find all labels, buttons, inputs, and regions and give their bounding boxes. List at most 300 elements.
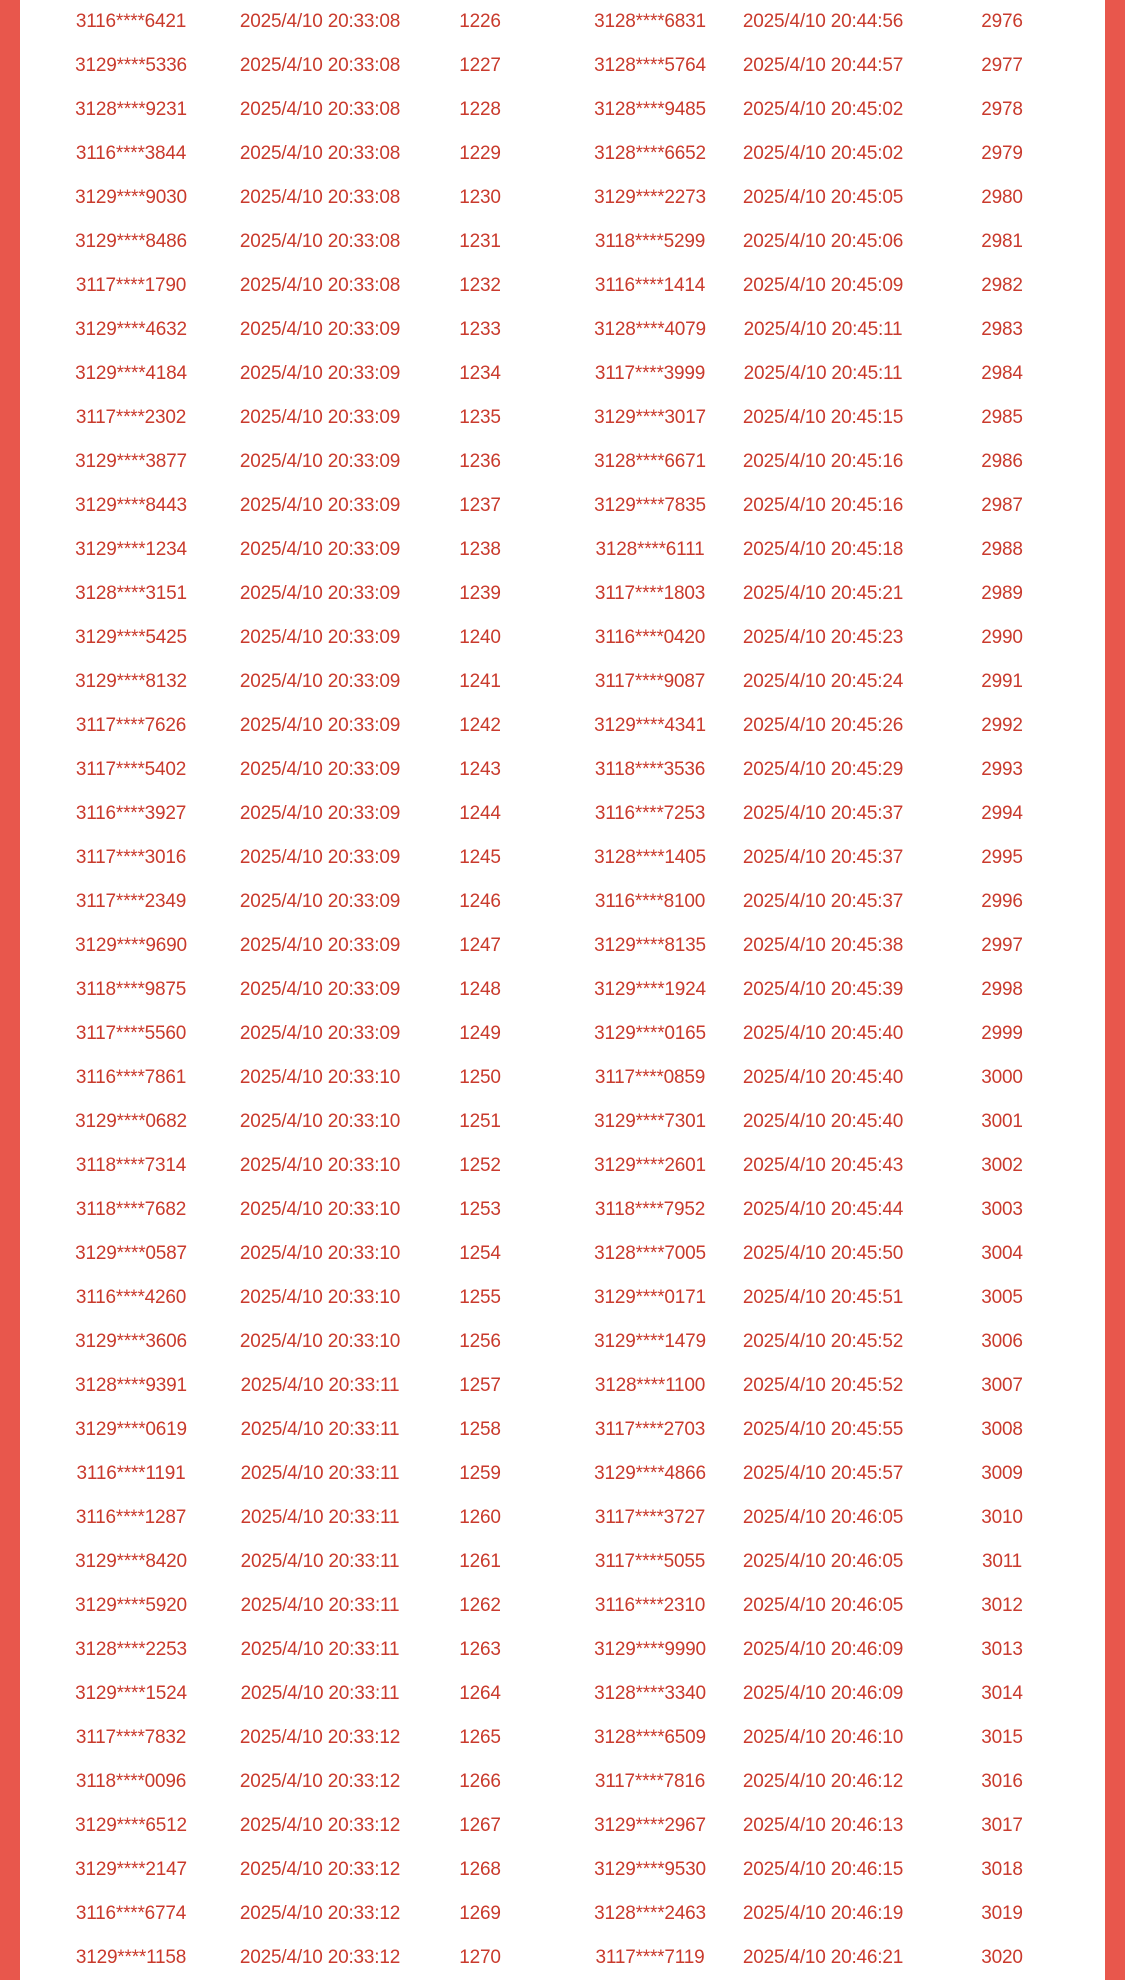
left-user-id: 3118****9875	[75, 979, 187, 1000]
right-user-id: 3129****0165	[594, 1023, 706, 1044]
right-user-id: 3128****6509	[594, 1727, 706, 1748]
right-timestamp: 2025/4/10 20:45:21	[742, 583, 904, 604]
table-row	[20, 88, 1105, 132]
left-user-id: 3116****6774	[75, 1903, 187, 1924]
left-rank: 1244	[459, 803, 501, 824]
right-user-id: 3129****3017	[594, 407, 706, 428]
right-rank: 2976	[981, 11, 1023, 32]
right-timestamp: 2025/4/10 20:45:11	[743, 319, 903, 340]
left-user-id: 3129****5336	[75, 55, 187, 76]
table-row	[20, 1452, 1105, 1496]
right-timestamp: 2025/4/10 20:45:16	[742, 495, 904, 516]
right-user-id: 3128****4079	[594, 319, 706, 340]
left-rank: 1270	[459, 1947, 501, 1968]
right-rank: 2997	[981, 935, 1023, 956]
left-rank: 1267	[459, 1815, 501, 1836]
right-user-id: 3129****9990	[594, 1639, 706, 1660]
right-user-id: 3129****2273	[594, 187, 706, 208]
left-timestamp: 2025/4/10 20:33:10	[239, 1067, 401, 1088]
table-row	[20, 1276, 1105, 1320]
left-rank: 1251	[459, 1111, 501, 1132]
left-timestamp: 2025/4/10 20:33:08	[239, 187, 401, 208]
table-row	[20, 396, 1105, 440]
right-timestamp: 2025/4/10 20:45:24	[742, 671, 904, 692]
left-timestamp: 2025/4/10 20:33:10	[239, 1199, 401, 1220]
right-timestamp: 2025/4/10 20:45:06	[742, 231, 904, 252]
left-user-id: 3117****2302	[75, 407, 187, 428]
left-timestamp: 2025/4/10 20:33:09	[239, 979, 401, 1000]
right-timestamp: 2025/4/10 20:45:52	[742, 1331, 904, 1352]
right-user-id: 3128****3340	[594, 1683, 706, 1704]
table-row	[20, 1408, 1105, 1452]
right-user-id: 3129****7301	[594, 1111, 706, 1132]
left-timestamp: 2025/4/10 20:33:09	[239, 451, 401, 472]
table-row	[20, 792, 1105, 836]
left-user-id: 3129****1524	[75, 1683, 187, 1704]
left-timestamp: 2025/4/10 20:33:08	[239, 143, 401, 164]
right-timestamp: 2025/4/10 20:46:05	[742, 1507, 904, 1528]
left-rank: 1257	[459, 1375, 501, 1396]
right-timestamp: 2025/4/10 20:46:05	[742, 1595, 904, 1616]
right-rank: 3012	[981, 1595, 1023, 1616]
left-user-id: 3117****7832	[75, 1727, 187, 1748]
right-timestamp: 2025/4/10 20:45:43	[742, 1155, 904, 1176]
left-timestamp: 2025/4/10 20:33:11	[240, 1595, 400, 1616]
right-rank: 2981	[981, 231, 1023, 252]
left-timestamp: 2025/4/10 20:33:09	[239, 847, 401, 868]
right-rank: 3009	[981, 1463, 1023, 1484]
table-row	[20, 484, 1105, 528]
left-rank: 1249	[459, 1023, 501, 1044]
right-user-id: 3129****1924	[594, 979, 706, 1000]
right-user-id: 3128****5764	[594, 55, 706, 76]
right-user-id: 3129****8135	[594, 935, 706, 956]
left-rank: 1256	[459, 1331, 501, 1352]
left-rank: 1247	[459, 935, 501, 956]
right-user-id: 3129****4866	[594, 1463, 706, 1484]
left-timestamp: 2025/4/10 20:33:11	[240, 1463, 400, 1484]
right-rank: 2992	[981, 715, 1023, 736]
table-row	[20, 44, 1105, 88]
left-user-id: 3117****5560	[75, 1023, 187, 1044]
left-timestamp: 2025/4/10 20:33:09	[239, 759, 401, 780]
left-user-id: 3116****1287	[75, 1507, 187, 1528]
left-rank: 1252	[459, 1155, 501, 1176]
table-row	[20, 1188, 1105, 1232]
left-timestamp: 2025/4/10 20:33:09	[239, 319, 401, 340]
table-row	[20, 176, 1105, 220]
right-timestamp: 2025/4/10 20:45:37	[742, 847, 904, 868]
right-user-id: 3116****0420	[594, 627, 706, 648]
table-row	[20, 1144, 1105, 1188]
table-row	[20, 1540, 1105, 1584]
right-user-id: 3129****4341	[594, 715, 706, 736]
table-row	[20, 880, 1105, 924]
table-row	[20, 660, 1105, 704]
table-row	[20, 1936, 1105, 1980]
left-rank: 1236	[459, 451, 501, 472]
left-user-id: 3128****2253	[75, 1639, 187, 1660]
right-timestamp: 2025/4/10 20:45:57	[742, 1463, 904, 1484]
left-rank: 1246	[459, 891, 501, 912]
left-user-id: 3128****3151	[75, 583, 187, 604]
left-timestamp: 2025/4/10 20:33:09	[239, 715, 401, 736]
table-row	[20, 0, 1105, 44]
left-user-id: 3129****8132	[75, 671, 187, 692]
right-rank: 3018	[981, 1859, 1023, 1880]
left-rank: 1262	[459, 1595, 501, 1616]
right-rank: 2994	[981, 803, 1023, 824]
table-row	[20, 1892, 1105, 1936]
right-timestamp: 2025/4/10 20:45:05	[742, 187, 904, 208]
right-timestamp: 2025/4/10 20:45:09	[742, 275, 904, 296]
table-row	[20, 1672, 1105, 1716]
left-timestamp: 2025/4/10 20:33:12	[239, 1947, 401, 1968]
left-timestamp: 2025/4/10 20:33:09	[239, 495, 401, 516]
right-rank: 2982	[981, 275, 1023, 296]
left-user-id: 3129****5425	[75, 627, 187, 648]
table-row	[20, 528, 1105, 572]
left-timestamp: 2025/4/10 20:33:09	[239, 935, 401, 956]
right-user-id: 3129****9530	[594, 1859, 706, 1880]
right-rank: 3006	[981, 1331, 1023, 1352]
left-rank: 1248	[459, 979, 501, 1000]
left-user-id: 3128****9231	[75, 99, 187, 120]
left-user-id: 3129****0619	[75, 1419, 187, 1440]
left-user-id: 3129****5920	[75, 1595, 187, 1616]
right-timestamp: 2025/4/10 20:45:26	[742, 715, 904, 736]
right-rank: 2978	[981, 99, 1023, 120]
right-timestamp: 2025/4/10 20:45:02	[742, 143, 904, 164]
left-user-id: 3129****9030	[75, 187, 187, 208]
left-rank: 1260	[459, 1507, 501, 1528]
left-rank: 1228	[459, 99, 501, 120]
right-timestamp: 2025/4/10 20:45:16	[742, 451, 904, 472]
left-user-id: 3118****7682	[75, 1199, 187, 1220]
table-row	[20, 220, 1105, 264]
right-user-id: 3128****7005	[594, 1243, 706, 1264]
right-user-id: 3129****2601	[594, 1155, 706, 1176]
left-timestamp: 2025/4/10 20:33:12	[239, 1903, 401, 1924]
left-user-id: 3129****8443	[75, 495, 187, 516]
left-rank: 1241	[459, 671, 501, 692]
left-rank: 1261	[459, 1551, 501, 1572]
left-rank: 1239	[459, 583, 501, 604]
left-rank: 1227	[459, 55, 501, 76]
right-rank: 3001	[981, 1111, 1023, 1132]
left-rank: 1234	[459, 363, 501, 384]
left-rank: 1269	[459, 1903, 501, 1924]
left-rank: 1254	[459, 1243, 501, 1264]
left-user-id: 3118****7314	[75, 1155, 187, 1176]
right-rank: 2986	[981, 451, 1023, 472]
right-timestamp: 2025/4/10 20:46:12	[742, 1771, 904, 1792]
left-user-id: 3129****4184	[75, 363, 187, 384]
right-user-id: 3117****1803	[594, 583, 706, 604]
right-rank: 2988	[981, 539, 1023, 560]
left-rank: 1242	[459, 715, 501, 736]
right-user-id: 3118****7952	[594, 1199, 706, 1220]
right-user-id: 3129****0171	[594, 1287, 706, 1308]
right-timestamp: 2025/4/10 20:45:18	[742, 539, 904, 560]
left-user-id: 3129****4632	[75, 319, 187, 340]
left-rank: 1238	[459, 539, 501, 560]
right-timestamp: 2025/4/10 20:44:57	[742, 55, 904, 76]
right-user-id: 3118****5299	[594, 231, 706, 252]
left-timestamp: 2025/4/10 20:33:09	[239, 803, 401, 824]
right-rank: 3011	[981, 1551, 1023, 1572]
left-timestamp: 2025/4/10 20:33:09	[239, 1023, 401, 1044]
left-timestamp: 2025/4/10 20:33:11	[240, 1419, 400, 1440]
left-timestamp: 2025/4/10 20:33:10	[239, 1111, 401, 1132]
left-timestamp: 2025/4/10 20:33:08	[239, 275, 401, 296]
left-rank: 1230	[459, 187, 501, 208]
table-row	[20, 1012, 1105, 1056]
left-timestamp: 2025/4/10 20:33:09	[239, 891, 401, 912]
left-rank: 1229	[459, 143, 501, 164]
table-row	[20, 308, 1105, 352]
right-timestamp: 2025/4/10 20:46:09	[742, 1683, 904, 1704]
right-user-id: 3117****7119	[595, 1947, 705, 1968]
table-row	[20, 1584, 1105, 1628]
table-row	[20, 836, 1105, 880]
left-timestamp: 2025/4/10 20:33:09	[239, 583, 401, 604]
right-timestamp: 2025/4/10 20:46:21	[742, 1947, 904, 1968]
left-rank: 1253	[459, 1199, 501, 1220]
left-user-id: 3117****2349	[75, 891, 187, 912]
table-row	[20, 748, 1105, 792]
right-timestamp: 2025/4/10 20:46:10	[742, 1727, 904, 1748]
right-timestamp: 2025/4/10 20:45:38	[742, 935, 904, 956]
right-timestamp: 2025/4/10 20:45:50	[742, 1243, 904, 1264]
right-rank: 2998	[981, 979, 1023, 1000]
right-rank: 3005	[981, 1287, 1023, 1308]
right-timestamp: 2025/4/10 20:45:02	[742, 99, 904, 120]
left-rank: 1255	[459, 1287, 501, 1308]
left-rank: 1265	[459, 1727, 501, 1748]
left-user-id: 3129****6512	[75, 1815, 187, 1836]
right-rank: 2980	[981, 187, 1023, 208]
left-user-id: 3116****1191	[76, 1463, 186, 1484]
left-user-id: 3116****3844	[75, 143, 187, 164]
right-user-id: 3128****2463	[594, 1903, 706, 1924]
left-timestamp: 2025/4/10 20:33:12	[239, 1815, 401, 1836]
right-timestamp: 2025/4/10 20:45:11	[743, 363, 903, 384]
right-rank: 3014	[981, 1683, 1023, 1704]
right-user-id: 3129****1479	[594, 1331, 706, 1352]
right-rank: 2999	[981, 1023, 1023, 1044]
table-row	[20, 440, 1105, 484]
table-row	[20, 1804, 1105, 1848]
right-timestamp: 2025/4/10 20:45:40	[742, 1111, 904, 1132]
left-timestamp: 2025/4/10 20:33:11	[240, 1375, 400, 1396]
right-user-id: 3117****5055	[594, 1551, 706, 1572]
left-rank: 1235	[459, 407, 501, 428]
right-user-id: 3116****1414	[594, 275, 706, 296]
right-rank: 2987	[981, 495, 1023, 516]
left-timestamp: 2025/4/10 20:33:10	[239, 1287, 401, 1308]
left-timestamp: 2025/4/10 20:33:12	[239, 1859, 401, 1880]
right-timestamp: 2025/4/10 20:46:13	[742, 1815, 904, 1836]
left-user-id: 3116****6421	[75, 11, 187, 32]
table-row	[20, 1760, 1105, 1804]
right-user-id: 3128****6831	[594, 11, 706, 32]
table-row	[20, 1100, 1105, 1144]
right-user-id: 3117****9087	[594, 671, 706, 692]
left-user-id: 3129****3606	[75, 1331, 187, 1352]
right-user-id: 3117****3727	[594, 1507, 706, 1528]
right-user-id: 3117****0859	[594, 1067, 706, 1088]
right-timestamp: 2025/4/10 20:45:40	[742, 1067, 904, 1088]
right-timestamp: 2025/4/10 20:45:44	[742, 1199, 904, 1220]
right-timestamp: 2025/4/10 20:45:52	[742, 1375, 904, 1396]
left-timestamp: 2025/4/10 20:33:11	[240, 1551, 400, 1572]
right-timestamp: 2025/4/10 20:46:09	[742, 1639, 904, 1660]
left-timestamp: 2025/4/10 20:33:12	[239, 1771, 401, 1792]
table-row	[20, 1628, 1105, 1672]
left-user-id: 3117****5402	[75, 759, 187, 780]
right-timestamp: 2025/4/10 20:46:05	[742, 1551, 904, 1572]
left-user-id: 3129****1158	[75, 1947, 187, 1968]
right-timestamp: 2025/4/10 20:45:37	[742, 891, 904, 912]
left-rank: 1233	[459, 319, 501, 340]
table-row	[20, 616, 1105, 660]
left-user-id: 3129****9690	[75, 935, 187, 956]
right-user-id: 3117****3999	[594, 363, 706, 384]
result-sheet	[20, 0, 1105, 1980]
table-row	[20, 968, 1105, 1012]
left-user-id: 3117****7626	[75, 715, 187, 736]
right-rank: 3002	[981, 1155, 1023, 1176]
table-row	[20, 132, 1105, 176]
table-row	[20, 352, 1105, 396]
left-rank: 1258	[459, 1419, 501, 1440]
left-timestamp: 2025/4/10 20:33:08	[239, 231, 401, 252]
right-rank: 2995	[981, 847, 1023, 868]
right-rank: 2979	[981, 143, 1023, 164]
left-user-id: 3129****0682	[75, 1111, 187, 1132]
table-row	[20, 1716, 1105, 1760]
left-timestamp: 2025/4/10 20:33:11	[240, 1639, 400, 1660]
left-user-id: 3116****7861	[75, 1067, 187, 1088]
left-user-id: 3129****3877	[75, 451, 187, 472]
left-rank: 1245	[459, 847, 501, 868]
left-rank: 1263	[459, 1639, 501, 1660]
left-rank: 1231	[459, 231, 501, 252]
table-row	[20, 1496, 1105, 1540]
right-rank: 3019	[981, 1903, 1023, 1924]
right-rank: 2983	[981, 319, 1023, 340]
right-rank: 2985	[981, 407, 1023, 428]
left-timestamp: 2025/4/10 20:33:09	[239, 407, 401, 428]
left-timestamp: 2025/4/10 20:33:11	[240, 1683, 400, 1704]
right-rank: 3013	[981, 1639, 1023, 1660]
left-user-id: 3116****3927	[75, 803, 187, 824]
left-rank: 1250	[459, 1067, 501, 1088]
right-timestamp: 2025/4/10 20:45:15	[742, 407, 904, 428]
left-user-id: 3129****1234	[75, 539, 187, 560]
right-user-id: 3118****3536	[594, 759, 706, 780]
right-user-id: 3116****7253	[594, 803, 706, 824]
right-rank: 2977	[981, 55, 1023, 76]
left-user-id: 3117****3016	[75, 847, 187, 868]
left-timestamp: 2025/4/10 20:33:09	[239, 671, 401, 692]
left-rank: 1266	[459, 1771, 501, 1792]
right-user-id: 3128****6111	[595, 539, 705, 560]
right-user-id: 3128****9485	[594, 99, 706, 120]
left-user-id: 3128****9391	[75, 1375, 187, 1396]
table-row	[20, 1232, 1105, 1276]
left-timestamp: 2025/4/10 20:33:08	[239, 99, 401, 120]
right-timestamp: 2025/4/10 20:44:56	[742, 11, 904, 32]
left-rank: 1264	[459, 1683, 501, 1704]
right-user-id: 3129****2967	[594, 1815, 706, 1836]
right-timestamp: 2025/4/10 20:46:19	[742, 1903, 904, 1924]
right-user-id: 3128****6652	[594, 143, 706, 164]
left-rank: 1268	[459, 1859, 501, 1880]
left-user-id: 3118****0096	[75, 1771, 187, 1792]
left-timestamp: 2025/4/10 20:33:09	[239, 627, 401, 648]
right-user-id: 3129****7835	[594, 495, 706, 516]
right-rank: 2984	[981, 363, 1023, 384]
table-row	[20, 572, 1105, 616]
right-rank: 2993	[981, 759, 1023, 780]
table-row	[20, 1364, 1105, 1408]
right-timestamp: 2025/4/10 20:45:39	[742, 979, 904, 1000]
table-row	[20, 264, 1105, 308]
right-rank: 2991	[981, 671, 1023, 692]
left-user-id: 3117****1790	[75, 275, 187, 296]
left-rank: 1226	[459, 11, 501, 32]
right-rank: 3004	[981, 1243, 1023, 1264]
table-row	[20, 924, 1105, 968]
right-user-id: 3128****1100	[594, 1375, 706, 1396]
right-timestamp: 2025/4/10 20:45:29	[742, 759, 904, 780]
right-user-id: 3128****1405	[594, 847, 706, 868]
table-row	[20, 1848, 1105, 1892]
right-rank: 2996	[981, 891, 1023, 912]
right-rank: 2989	[981, 583, 1023, 604]
right-user-id: 3117****7816	[594, 1771, 706, 1792]
left-timestamp: 2025/4/10 20:33:09	[239, 539, 401, 560]
right-timestamp: 2025/4/10 20:45:40	[742, 1023, 904, 1044]
table-row	[20, 704, 1105, 748]
left-timestamp: 2025/4/10 20:33:12	[239, 1727, 401, 1748]
right-rank: 3008	[981, 1419, 1023, 1440]
left-timestamp: 2025/4/10 20:33:08	[239, 11, 401, 32]
left-user-id: 3129****8486	[75, 231, 187, 252]
right-user-id: 3116****8100	[594, 891, 706, 912]
left-user-id: 3129****2147	[75, 1859, 187, 1880]
left-timestamp: 2025/4/10 20:33:09	[239, 363, 401, 384]
left-timestamp: 2025/4/10 20:33:10	[239, 1243, 401, 1264]
right-rank: 3003	[981, 1199, 1023, 1220]
left-timestamp: 2025/4/10 20:33:10	[239, 1331, 401, 1352]
left-user-id: 3116****4260	[75, 1287, 187, 1308]
right-user-id: 3117****2703	[594, 1419, 706, 1440]
left-timestamp: 2025/4/10 20:33:10	[239, 1155, 401, 1176]
left-timestamp: 2025/4/10 20:33:11	[240, 1507, 400, 1528]
table-row	[20, 1056, 1105, 1100]
right-rank: 3020	[981, 1947, 1023, 1968]
left-rank: 1232	[459, 275, 501, 296]
left-user-id: 3129****8420	[75, 1551, 187, 1572]
left-rank: 1243	[459, 759, 501, 780]
right-rank: 3017	[981, 1815, 1023, 1836]
right-rank: 3007	[981, 1375, 1023, 1396]
left-user-id: 3129****0587	[75, 1243, 187, 1264]
left-rank: 1259	[459, 1463, 501, 1484]
